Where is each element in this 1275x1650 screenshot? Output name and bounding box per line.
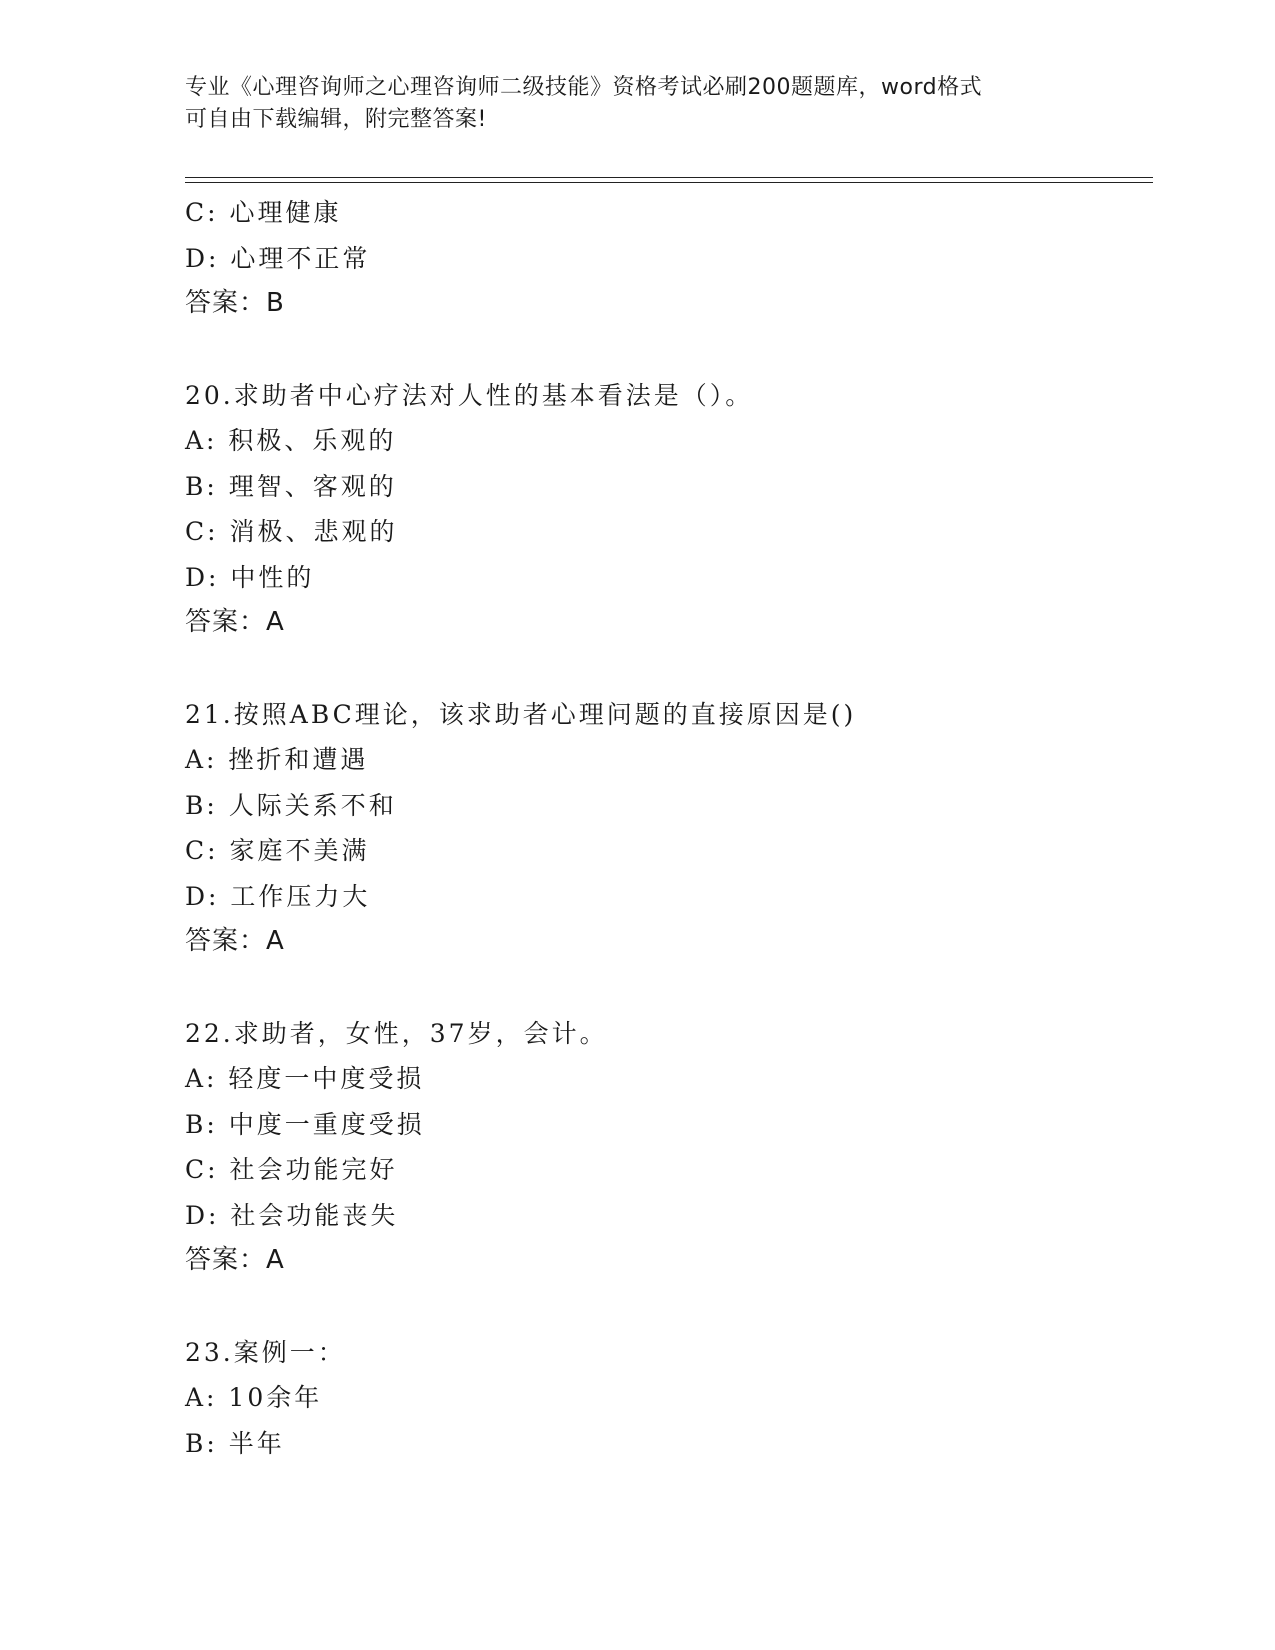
- option-b: B: 理智、客观的: [185, 471, 397, 501]
- answer-line: 答案：B: [185, 288, 285, 318]
- option-a: A: 挫折和遭遇: [185, 745, 369, 774]
- question-19-continuation: [185, 190, 1135, 327]
- option-c: C: 消极、悲观的: [185, 517, 398, 546]
- document-header: [185, 72, 1065, 136]
- header-divider-top: [185, 177, 1153, 178]
- option-d: D: 社会功能丧失: [185, 1200, 399, 1230]
- option-b: B: 人际关系不和: [185, 790, 397, 820]
- option-d: D: 中性的: [185, 562, 315, 592]
- answer-line: 答案：A: [185, 607, 285, 637]
- question-21: [185, 692, 1135, 965]
- question-stem: 22.求助者，女性，37岁，会计。: [185, 1018, 608, 1048]
- option-b: B: 半年: [185, 1428, 285, 1458]
- question-20: [185, 373, 1135, 646]
- answer-line: 答案：A: [185, 1245, 285, 1275]
- answer-line: 答案：A: [185, 926, 285, 956]
- header-line-2: 可自由下载编辑，附完整答案!: [185, 107, 487, 132]
- header-divider-bottom: [185, 182, 1153, 183]
- option-a: A: 积极、乐观的: [185, 426, 397, 455]
- option-c: C: 家庭不美满: [185, 836, 370, 865]
- option-c: C: 社会功能完好: [185, 1155, 398, 1184]
- option-c: C: 心理健康: [185, 198, 342, 227]
- header-line-1: 专业《心理咨询师之心理咨询师二级技能》资格考试必刷200题题库，word格式: [185, 75, 983, 100]
- question-23: [185, 1330, 1135, 1467]
- option-a: A: 10余年: [185, 1383, 323, 1412]
- option-d: D: 工作压力大: [185, 881, 371, 911]
- question-stem: 23.案例一：: [185, 1337, 346, 1367]
- question-stem: 20.求助者中心疗法对人性的基本看法是（）。: [185, 380, 754, 410]
- option-d: D: 心理不正常: [185, 243, 371, 273]
- option-a: A: 轻度一中度受损: [185, 1064, 425, 1093]
- question-list: [185, 190, 1135, 1466]
- question-22: [185, 1011, 1135, 1284]
- option-b: B: 中度一重度受损: [185, 1109, 425, 1139]
- question-stem: 21.按照ABC理论，该求助者心理问题的直接原因是(): [185, 699, 857, 729]
